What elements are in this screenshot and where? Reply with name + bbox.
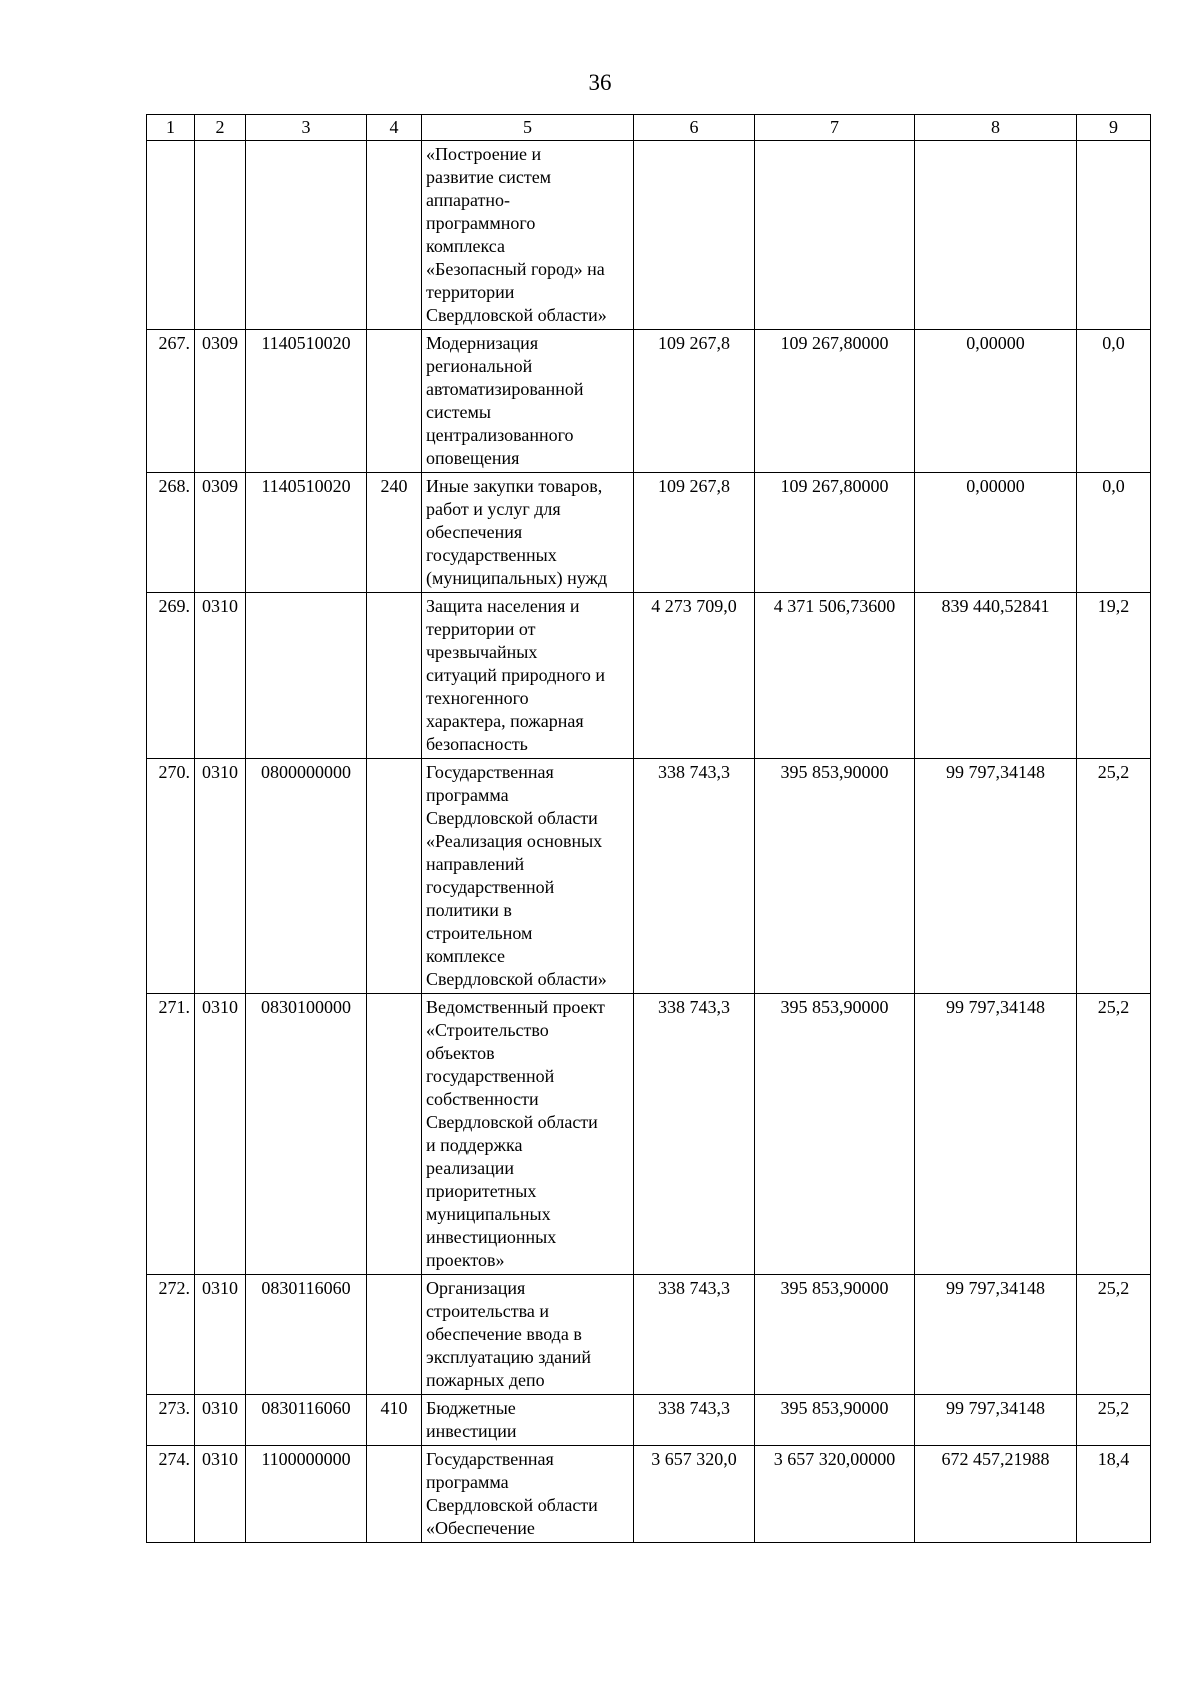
expense-type-cell	[367, 141, 422, 330]
row-number-cell: 269.	[147, 593, 195, 759]
section-code-cell: 0309	[195, 473, 246, 593]
item-name-cell: Иные закупки товаров, работ и услуг для обеспечения государственных (муниципальных) нужд	[422, 473, 634, 593]
plan-amount-cell	[634, 141, 755, 330]
row-number-cell: 273.	[147, 1395, 195, 1446]
percent-cell: 25,2	[1077, 759, 1151, 994]
item-name-cell: Государственная программа Свердловской области «Обеспечение	[422, 1446, 634, 1543]
expense-type-cell	[367, 994, 422, 1275]
section-code-cell: 0309	[195, 330, 246, 473]
plan-amount-cell: 338 743,3	[634, 759, 755, 994]
percent-cell: 25,2	[1077, 1275, 1151, 1395]
target-code-cell: 0830116060	[246, 1395, 367, 1446]
refined-amount-cell	[755, 141, 915, 330]
item-name-cell: Модернизация региональной автоматизированной системы централизованного оповещения	[422, 330, 634, 473]
target-code-cell: 1100000000	[246, 1446, 367, 1543]
section-code-cell: 0310	[195, 1446, 246, 1543]
percent-cell: 19,2	[1077, 593, 1151, 759]
percent-cell: 18,4	[1077, 1446, 1151, 1543]
header-cell-6: 6	[634, 115, 755, 141]
plan-amount-cell: 338 743,3	[634, 994, 755, 1275]
header-row	[147, 115, 1151, 141]
header-cell-7: 7	[755, 115, 915, 141]
refined-amount-cell: 395 853,90000	[755, 994, 915, 1275]
row-number-cell: 270.	[147, 759, 195, 994]
target-code-cell: 1140510020	[246, 473, 367, 593]
percent-cell: 0,0	[1077, 473, 1151, 593]
percent-cell: 25,2	[1077, 994, 1151, 1275]
table-row	[147, 141, 1151, 330]
row-number-cell: 267.	[147, 330, 195, 473]
item-name-cell: «Построение и развитие систем аппаратно- программного комплекса «Безопасный город» на территории Свердловской области»	[422, 141, 634, 330]
refined-amount-cell: 109 267,80000	[755, 473, 915, 593]
table-row	[147, 1275, 1151, 1395]
expense-type-cell	[367, 1446, 422, 1543]
executed-amount-cell: 0,00000	[915, 330, 1077, 473]
executed-amount-cell: 99 797,34148	[915, 759, 1077, 994]
target-code-cell: 0830100000	[246, 994, 367, 1275]
table-row	[147, 473, 1151, 593]
item-name-cell: Организация строительства и обеспечение ввода в эксплуатацию зданий пожарных депо	[422, 1275, 634, 1395]
refined-amount-cell: 3 657 320,00000	[755, 1446, 915, 1543]
header-cell-5: 5	[422, 115, 634, 141]
target-code-cell: 0800000000	[246, 759, 367, 994]
section-code-cell: 0310	[195, 1275, 246, 1395]
expense-type-cell	[367, 330, 422, 473]
refined-amount-cell: 395 853,90000	[755, 1395, 915, 1446]
page-number: 36	[588, 70, 612, 95]
item-name-cell: Бюджетные инвестиции	[422, 1395, 634, 1446]
executed-amount-cell: 99 797,34148	[915, 1275, 1077, 1395]
row-number-cell: 271.	[147, 994, 195, 1275]
row-number-cell: 274.	[147, 1446, 195, 1543]
expense-type-cell: 240	[367, 473, 422, 593]
budget-table	[146, 114, 1151, 1543]
executed-amount-cell: 672 457,21988	[915, 1446, 1077, 1543]
refined-amount-cell: 4 371 506,73600	[755, 593, 915, 759]
plan-amount-cell: 4 273 709,0	[634, 593, 755, 759]
plan-amount-cell: 109 267,8	[634, 473, 755, 593]
refined-amount-cell: 395 853,90000	[755, 759, 915, 994]
row-number-cell	[147, 141, 195, 330]
refined-amount-cell: 395 853,90000	[755, 1275, 915, 1395]
row-number-cell: 268.	[147, 473, 195, 593]
executed-amount-cell: 0,00000	[915, 473, 1077, 593]
executed-amount-cell: 839 440,52841	[915, 593, 1077, 759]
percent-cell: 0,0	[1077, 330, 1151, 473]
expense-type-cell	[367, 1275, 422, 1395]
executed-amount-cell: 99 797,34148	[915, 1395, 1077, 1446]
table-row	[147, 759, 1151, 994]
header-cell-2: 2	[195, 115, 246, 141]
header-cell-3: 3	[246, 115, 367, 141]
section-code-cell: 0310	[195, 593, 246, 759]
section-code-cell: 0310	[195, 994, 246, 1275]
section-code-cell	[195, 141, 246, 330]
target-code-cell: 1140510020	[246, 330, 367, 473]
table-row	[147, 330, 1151, 473]
header-cell-9: 9	[1077, 115, 1151, 141]
executed-amount-cell: 99 797,34148	[915, 994, 1077, 1275]
percent-cell: 25,2	[1077, 1395, 1151, 1446]
plan-amount-cell: 338 743,3	[634, 1275, 755, 1395]
expense-type-cell: 410	[367, 1395, 422, 1446]
table-row	[147, 994, 1151, 1275]
expense-type-cell	[367, 759, 422, 994]
refined-amount-cell: 109 267,80000	[755, 330, 915, 473]
header-cell-1: 1	[147, 115, 195, 141]
target-code-cell	[246, 593, 367, 759]
section-code-cell: 0310	[195, 759, 246, 994]
plan-amount-cell: 3 657 320,0	[634, 1446, 755, 1543]
section-code-cell: 0310	[195, 1395, 246, 1446]
row-number-cell: 272.	[147, 1275, 195, 1395]
expense-type-cell	[367, 593, 422, 759]
item-name-cell: Государственная программа Свердловской области «Реализация основных направлений государственной политики в строительном комплексе Свердловской области»	[422, 759, 634, 994]
executed-amount-cell	[915, 141, 1077, 330]
table-row	[147, 1395, 1151, 1446]
plan-amount-cell: 338 743,3	[634, 1395, 755, 1446]
table-row	[147, 1446, 1151, 1543]
table-row	[147, 593, 1151, 759]
plan-amount-cell: 109 267,8	[634, 330, 755, 473]
item-name-cell: Ведомственный проект «Строительство объектов государственной собственности Свердловской области и поддержка реализации приоритетных муниципальных инвестиционных проектов»	[422, 994, 634, 1275]
target-code-cell: 0830116060	[246, 1275, 367, 1395]
header-cell-4: 4	[367, 115, 422, 141]
percent-cell	[1077, 141, 1151, 330]
target-code-cell	[246, 141, 367, 330]
header-cell-8: 8	[915, 115, 1077, 141]
item-name-cell: Защита населения и территории от чрезвычайных ситуаций природного и техногенного характера, пожарная безопасность	[422, 593, 634, 759]
